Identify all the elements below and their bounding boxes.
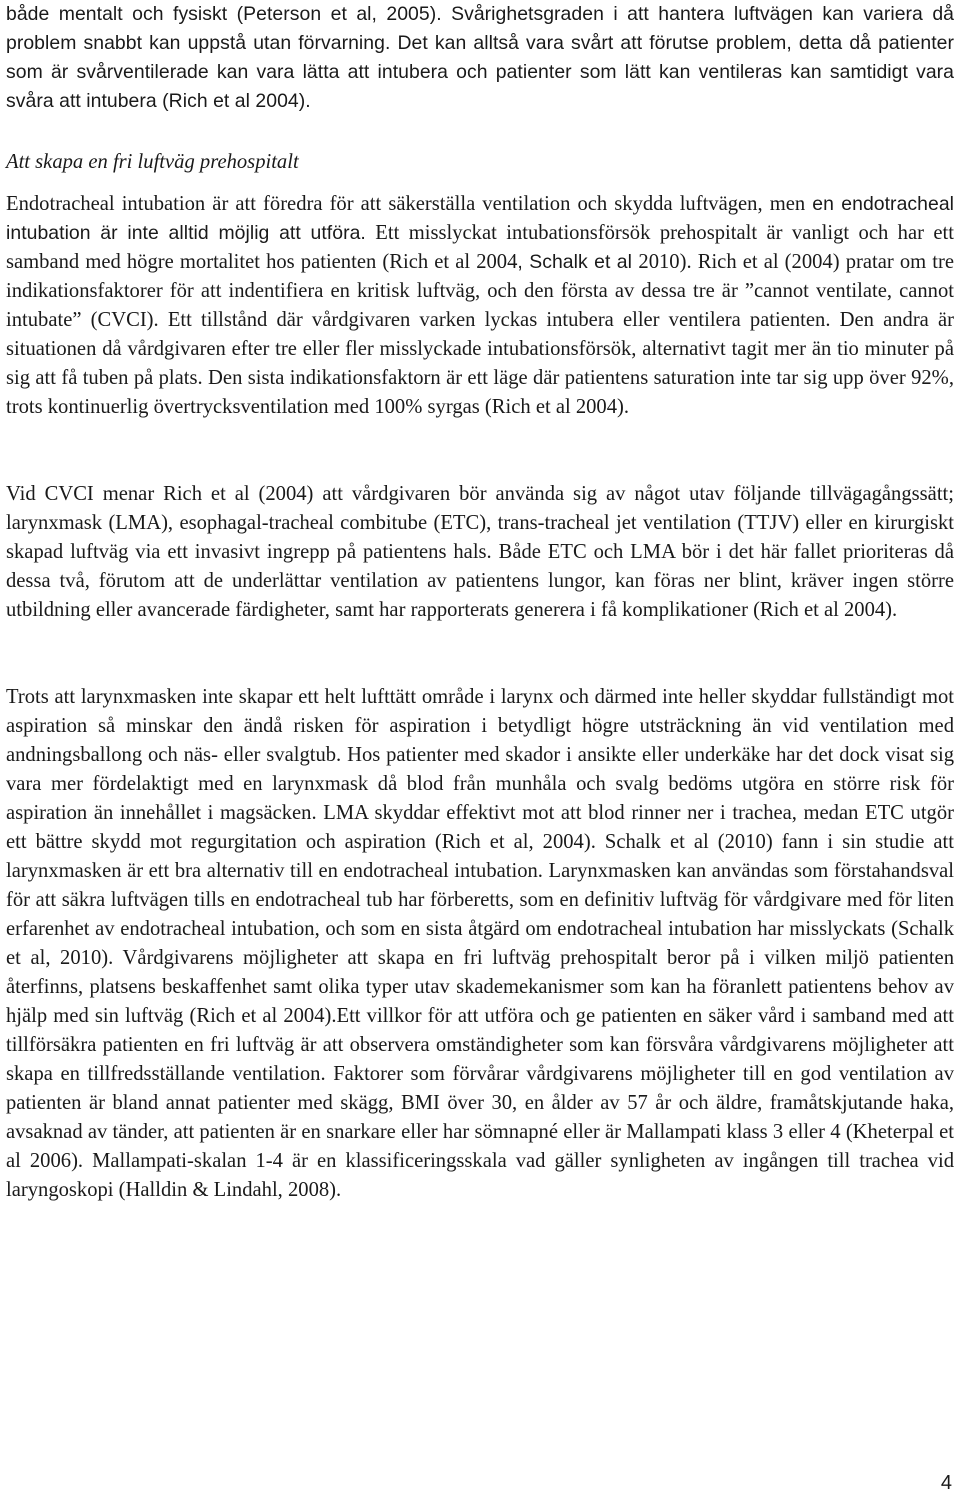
p1-sentence-4: , Schalk et al — [517, 251, 639, 273]
p1-sentence-3: Ett misslyckat intubationsförsök prehospitalt är vanligt och har ett samband med högre mortalitet hos patienten (Rich et al 2004 — [6, 222, 954, 273]
p1-sentence-9: Den sista indikationsfaktorn är ett läge där patientens saturation inte tar sig upp över 92%, trots kontinuerlig övertrycksventilation med 100% syrgas (Rich et al 2004). — [6, 367, 954, 418]
intro-text: både mentalt och fysiskt (Peterson et al, 2005). Svårighetsgraden i att hantera luftvägen kan variera då problem snabbt kan uppstå utan förvarning. Det kan alltså vara svårt att förutse problem, detta då patienter som är svårventilerade kan vara lätta att intubera och patienter som lätt kan ventileras kan samtidigt vara svåra att intubera (Rich et al 2004). — [6, 3, 954, 112]
section-heading: Att skapa en fri luftväg prehospitalt — [6, 151, 299, 173]
p1-sentence-6: Rich et al (2004) pratar om tre indikationsfaktorer för att indentifiera en kritisk luftväg, och den första av dessa tre är ”cannot ventilate, cannot intubate” (CVCI). — [6, 251, 954, 331]
intro-paragraph — [6, 0, 954, 116]
p1-sentence-2: en endotracheal intubation är inte alltid möjlig att utföra. — [6, 193, 955, 244]
p2-text: Vid CVCI menar Rich et al (2004) att vårdgivaren bör använda sig av något utav följande tillvägagångssätt; larynxmask (LMA), esophagal-tracheal combitube (ETC), trans-tracheal jet ventilation (TTJV) eller en kirurgiskt skapad luftväg via ett invasivt ingrepp på patientens hals. Både ETC och LMA bör i det här fallet prioriteras då dessa två, förutom att de underlättar ventilation av patientens lungor, kan föras ner blint, kräver ingen större utbildning eller avancerade färdigheter, samt har rapporterats generera i få komplikationer (Rich et al 2004). — [6, 483, 954, 621]
body-paragraph-2 — [6, 480, 954, 625]
p1-sentence-5: 2010). — [638, 251, 692, 273]
p1-sentence-8: Den andra är situationen då vårdgivaren efter tre eller fler misslyckade intubationsförsök, alternativt tagit mer än tio minuter på sig att få tuben på plats. — [6, 309, 954, 389]
p1-sentence-1: Endotracheal intubation är att föredra för att säkerställa ventilation och skydda luftvägen, men — [6, 193, 813, 215]
page-number: 4 — [940, 1472, 952, 1494]
body-paragraph-1 — [6, 190, 954, 422]
body-paragraph-3 — [6, 683, 954, 1205]
p3-text: Trots att larynxmasken inte skapar ett helt lufttätt område i larynx och därmed inte heller skyddar fullständigt mot aspiration så minskar den ändå risken för aspiration i betydligt högre utsträckning än vid ventilation med andningsballong och näs- eller svalgtub. Hos patienter med skador i ansikte eller underkäke har det dock visat sig vara mer fördelaktigt med en larynxmask då blod från munhåla och svalg bedöms utgöra en större risk för aspiration än innehållet i magsäcken. LMA skyddar effektivt mot att blod rinner ner i trachea, medan ETC utgör ett bättre skydd mot regurgitation och aspiration (Rich et al, 2004). Schalk et al (2010) fann i sin studie att larynxmasken är ett bra alternativ till en endotracheal intubation. Larynxmasken kan användas som förstahandsval för att säkra luftvägen tills en endotracheal tub har förberetts, som en definitiv luftväg för vårdgivare med för liten erfarenhet av endotracheal intubation, och som en sista åtgärd om endotracheal intubation har misslyckats (Schalk et al, 2010). Vårdgivarens möjligheter att skapa en fri luftväg prehospitalt beror på i vilken miljö patienten återfinns, platsens beskaffenhet samt olika typer utav skademekanismer som kan ha föranlett patientens behov av hjälp med sin luftväg (Rich et al 2004).Ett villkor för att utföra och ge patienten en säker vård i samband med att tillförsäkra patienten en fri luftväg är att observera omständigheter som kan försvåra vårdgivarens möjligheter att skapa en tillfredsställande ventilation. Faktorer som förvårar vårdgivarens möjligheter till en god ventilation av patienten är bland annat patienter med skägg, BMI över 30, en ålder av 57 år och äldre, framåtskjutande haka, avsaknad av tänder, att patienten är en snarkare eller har sömnapné eller är Mallampati klass 3 eller 4 (Kheterpal et al 2006). Mallampati-skalan 1-4 är en klassificeringsskala vad gäller synligheten av ingången till trachea vid laryngoskopi (Halldin & Lindahl, 2008). — [6, 686, 954, 1201]
p1-sentence-7: Ett tillstånd där vårdgivaren varken lyckas intubera eller ventilera patienten. — [158, 309, 831, 331]
